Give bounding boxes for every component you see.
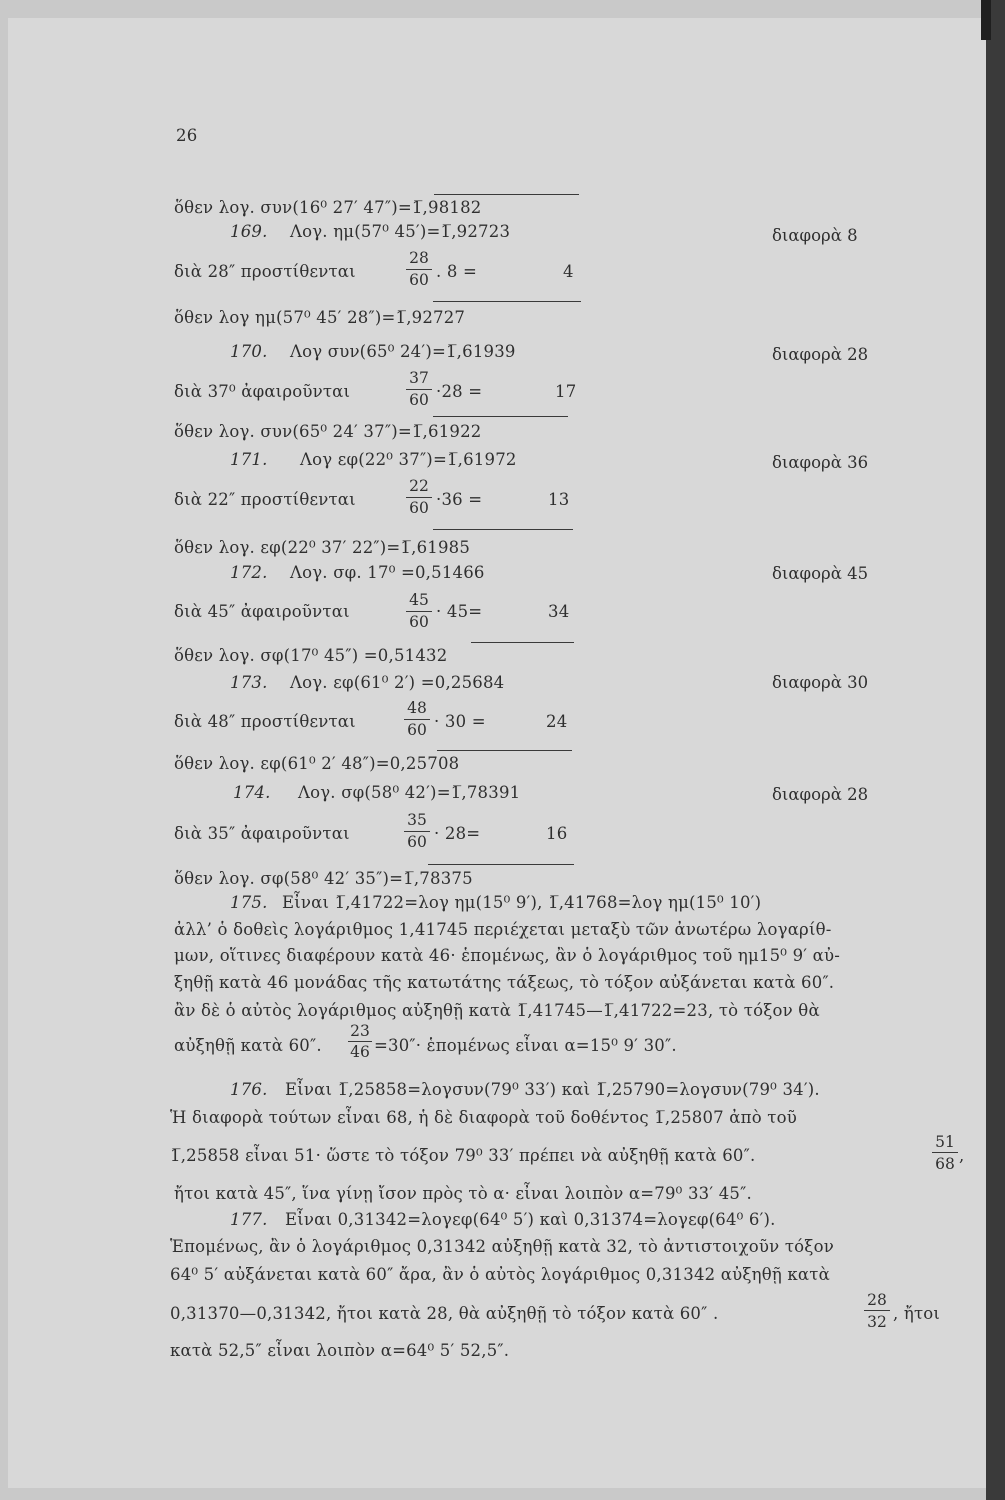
fraction-denominator: 60 — [407, 833, 427, 851]
difference-value: 28 — [847, 345, 869, 364]
result-line: ὅθεν λογ. σφ(58⁰ 42′ 35″)=1̅,78375 — [174, 869, 473, 888]
result-line: ὅθεν λογ ημ(57⁰ 45′ 28″)=1̅,92727 — [174, 308, 466, 327]
fraction-bar — [406, 497, 432, 498]
paragraph-line: ἀλλ’ ὁ δοθεὶς λογάριθμος 1,41745 περιέχεται μεταξὺ τῶν ἀνωτέρω λογαρίθ- — [174, 920, 832, 939]
sum-rule — [433, 301, 581, 302]
paragraph-line: αὐξηθῇ κατὰ 60″. — [174, 1036, 322, 1055]
book-spine — [986, 0, 1005, 1500]
correction-text: διὰ 48″ προστίθενται — [174, 712, 356, 731]
paragraph-line: μων, οἵτινες διαφέρουν κατὰ 46· ἑπομένως, ἂν ὁ λογάριθμος τοῦ ημ15⁰ 9′ αὐ- — [174, 946, 841, 965]
fraction-numerator: 28 — [409, 249, 429, 267]
correction-operation: ·36 = — [436, 490, 483, 509]
fraction-bar — [406, 269, 432, 270]
difference-label: διαφορὰ 36 — [772, 453, 869, 472]
correction-operation: · 45= — [436, 602, 483, 621]
paragraph-line: ξηθῇ κατὰ 46 μονάδας τῆς κατωτάτης τάξεως, τὸ τόξον αὐξάνεται κατὰ 60″. — [174, 973, 835, 992]
overline — [434, 194, 579, 195]
fraction-numerator: 51 — [935, 1133, 955, 1151]
sum-rule — [433, 416, 568, 417]
result-line: ὅθεν λογ. εφ(22⁰ 37′ 22″)=1̅,61985 — [174, 538, 471, 557]
sum-rule — [433, 529, 573, 530]
paragraph-line: Ἑπομένως, ἂν ὁ λογάριθμος 0,31342 αὐξηθῇ κατὰ 32, τὸ ἀντιστοιχοῦν τόξον — [170, 1237, 834, 1256]
fraction-numerator: 37 — [409, 369, 429, 387]
result-line: ὅθεν λογ. συν(16⁰ 27′ 47″)=1̅,98182 — [174, 198, 482, 217]
correction-value: 34 — [548, 602, 570, 621]
log-line: Λογ. εφ(61⁰ 2′) =0,25684 — [290, 673, 505, 692]
problem-number: 177. — [230, 1210, 268, 1229]
book-page — [8, 18, 986, 1488]
difference-value: 45 — [847, 564, 869, 583]
paragraph-line: κατὰ 52,5″ εἶναι λοιπὸν α=64⁰ 5′ 52,5″. — [170, 1341, 510, 1360]
fraction-denominator: 60 — [409, 499, 429, 517]
problem-number: 173. — [230, 673, 268, 692]
problem-number: 170. — [230, 342, 268, 361]
fraction-numerator: 22 — [409, 477, 429, 495]
paragraph-line: , — [959, 1146, 965, 1165]
paragraph-line: , ἤτοι — [893, 1304, 941, 1323]
problem-number: 169. — [230, 222, 268, 241]
correction-operation: . 8 = — [436, 262, 478, 281]
difference-label: διαφορὰ 28 — [772, 785, 869, 804]
log-line: Λογ. σφ(58⁰ 42′)=1̅,78391 — [298, 783, 521, 802]
fraction-bar — [932, 1152, 958, 1153]
correction-value: 4 — [563, 262, 574, 281]
correction-operation: ·28 = — [436, 382, 483, 401]
correction-text: διὰ 22″ προστίθενται — [174, 490, 356, 509]
paragraph-line: =30″· ἑπομένως εἶναι α=15⁰ 9′ 30″. — [374, 1036, 677, 1055]
correction-value: 16 — [546, 824, 568, 843]
problem-number: 171. — [230, 450, 268, 469]
fraction-denominator: 32 — [867, 1313, 887, 1331]
result-line: ὅθεν λογ. συν(65⁰ 24′ 37″)=1̅,61922 — [174, 422, 482, 441]
fraction-denominator: 60 — [409, 271, 429, 289]
paragraph-line: Εἶναι 1̅,25858=λογσυν(79⁰ 33′) καὶ 1̅,25790=λογσυν(79⁰ 34′). — [285, 1080, 820, 1099]
sum-rule — [471, 642, 574, 643]
fraction-bar — [404, 831, 430, 832]
correction-value: 13 — [548, 490, 570, 509]
correction-operation: · 28= — [434, 824, 481, 843]
fraction-numerator: 23 — [350, 1022, 370, 1040]
paragraph-line: Εἶναι 0,31342=λογεφ(64⁰ 5′) καὶ 0,31374=λογεφ(64⁰ 6′). — [285, 1210, 776, 1229]
correction-text: διὰ 45″ ἀφαιροῦνται — [174, 602, 350, 621]
difference-label: διαφορὰ 45 — [772, 564, 869, 583]
difference-label: διαφορὰ 8 — [772, 226, 858, 245]
difference-value: 36 — [847, 453, 869, 472]
log-line: Λογ συν(65⁰ 24′)=1̅,61939 — [290, 342, 516, 361]
fraction-denominator: 60 — [409, 391, 429, 409]
difference-label: διαφορὰ 30 — [772, 673, 869, 692]
correction-value: 17 — [555, 382, 577, 401]
result-line: ὅθεν λογ. σφ(17⁰ 45″) =0,51432 — [174, 646, 448, 665]
correction-value: 24 — [546, 712, 568, 731]
fraction-denominator: 60 — [407, 721, 427, 739]
fraction-bar — [864, 1310, 890, 1311]
correction-text: διὰ 35″ ἀφαιροῦνται — [174, 824, 350, 843]
paragraph-line: 64⁰ 5′ αὐξάνεται κατὰ 60″ ἄρα, ἂν ὁ αὐτὸς λογάριθμος 0,31342 αὐξηθῇ κατὰ — [170, 1265, 830, 1284]
log-line: Λογ. σφ. 17⁰ =0,51466 — [290, 563, 485, 582]
fraction-denominator: 68 — [935, 1155, 955, 1173]
fraction-bar — [348, 1041, 372, 1042]
fraction-numerator: 35 — [407, 811, 427, 829]
fraction-denominator: 46 — [350, 1043, 370, 1061]
paragraph-line: ἤτοι κατὰ 45″, ἵνα γίνῃ ἴσον πρὸς τὸ α· εἶναι λοιπὸν α=79⁰ 33′ 45″. — [174, 1184, 752, 1203]
fraction-bar — [406, 611, 432, 612]
log-line: Λογ εφ(22⁰ 37″)=1̅,61972 — [300, 450, 517, 469]
problem-number: 174. — [233, 783, 271, 802]
fraction-numerator: 48 — [407, 699, 427, 717]
fraction-numerator: 28 — [867, 1291, 887, 1309]
problem-number: 176. — [230, 1080, 268, 1099]
fraction-numerator: 45 — [409, 591, 429, 609]
correction-operation: · 30 = — [434, 712, 486, 731]
sum-rule — [437, 750, 572, 751]
difference-value: 30 — [847, 673, 869, 692]
correction-text: διὰ 37⁰ ἀφαιροῦνται — [174, 382, 351, 401]
log-line: Λογ. ημ(57⁰ 45′)=1̅,92723 — [290, 222, 511, 241]
problem-number: 175. — [230, 893, 268, 912]
fraction-denominator: 60 — [409, 613, 429, 631]
difference-value: 8 — [847, 226, 858, 245]
correction-text: διὰ 28″ προστίθενται — [174, 262, 356, 281]
paragraph-line: Ἡ διαφορὰ τούτων εἶναι 68, ἡ δὲ διαφορὰ τοῦ δοθέντος 1̅,25807 ἀπὸ τοῦ — [170, 1108, 797, 1127]
result-line: ὅθεν λογ. εφ(61⁰ 2′ 48″)=0,25708 — [174, 754, 460, 773]
fraction-bar — [406, 389, 432, 390]
paragraph-line: 0,31370—0,31342, ἤτοι κατὰ 28, θὰ αὐξηθῇ τὸ τόξον κατὰ 60″ . — [170, 1304, 719, 1323]
problem-number: 172. — [230, 563, 268, 582]
sum-rule — [428, 864, 574, 865]
paragraph-line: 1̅,25858 εἶναι 51· ὥστε τὸ τόξον 79⁰ 33′ πρέπει νὰ αὐξηθῇ κατὰ 60″. — [170, 1146, 756, 1165]
difference-value: 28 — [847, 785, 869, 804]
difference-label: διαφορὰ 28 — [772, 345, 869, 364]
paragraph-line: Εἶναι 1̅,41722=λογ ημ(15⁰ 9′), 1̅,41768=λογ ημ(15⁰ 10′) — [282, 893, 762, 912]
page-number: 26 — [176, 126, 198, 145]
book-spine-shadow — [981, 0, 991, 40]
fraction-bar — [404, 719, 430, 720]
paragraph-line: ἂν δὲ ὁ αὐτὸς λογάριθμος αὐξηθῇ κατὰ 1̅,41745—1̅,41722=23, τὸ τόξον θὰ — [174, 1001, 820, 1020]
